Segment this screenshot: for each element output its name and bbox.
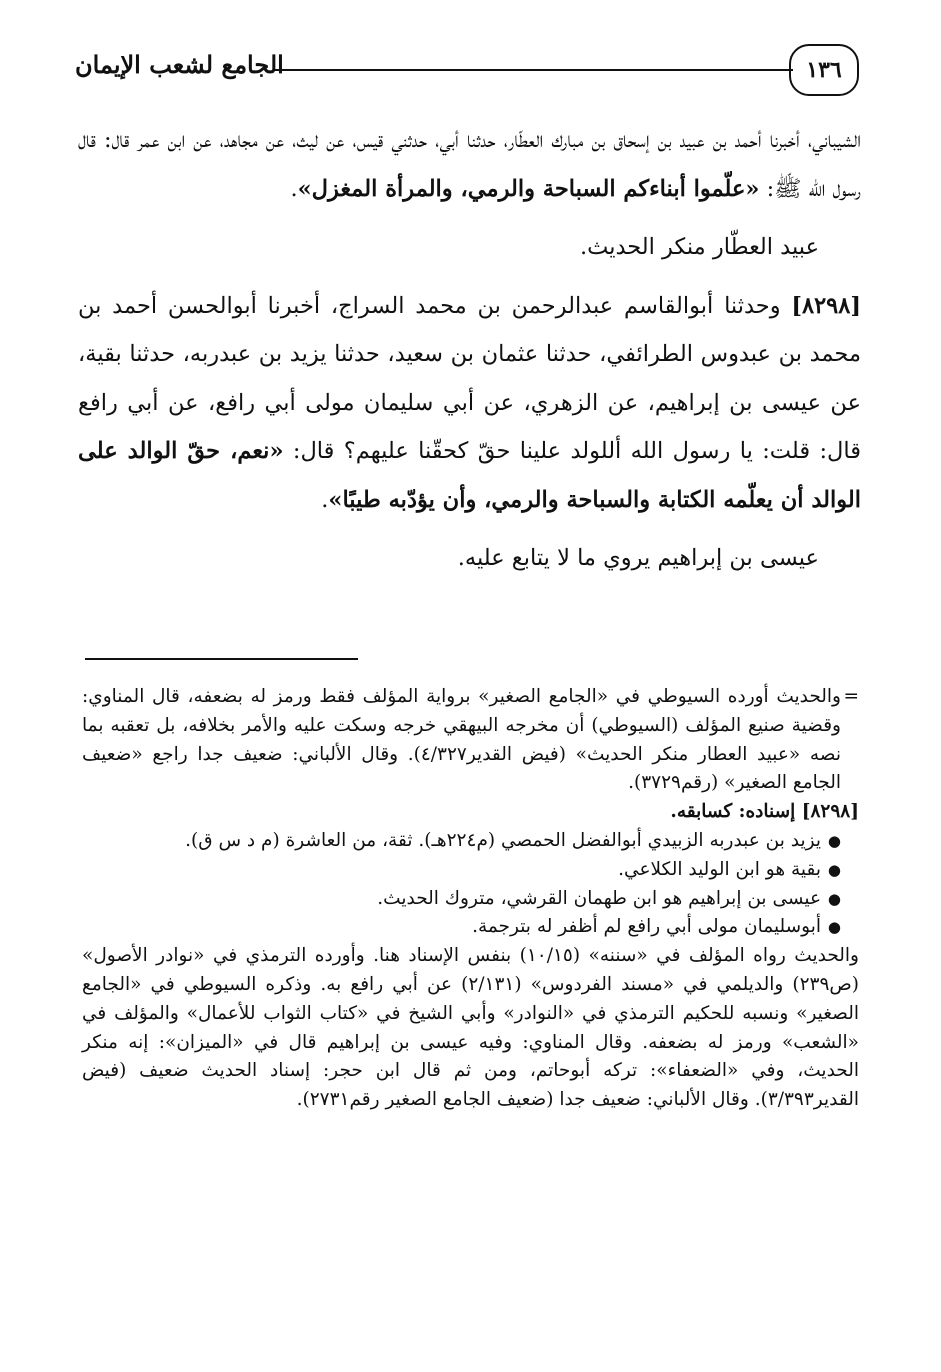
list-item-text: أبوسليمان مولى أبي رافع لم أظفر له بترجمة. — [472, 916, 821, 938]
header-rule — [273, 69, 793, 71]
main-text — [78, 116, 861, 583]
footnote-heading — [82, 798, 859, 827]
list-item — [82, 885, 841, 914]
list-item-text: يزيد بن عبدربه الزبيدي أبوالفضل الحمصي (م٢٢٤هـ). ثقة، من العاشرة (م د س ق). — [185, 829, 821, 851]
list-item-text: عيسى بن إبراهيم هو ابن طهمان القرشي، متروك الحديث. — [377, 887, 821, 909]
hadith-number: [٨٢٩٨] — [791, 292, 861, 319]
narrator-list — [82, 827, 859, 942]
book-title: الجامع لشعب الإيمان — [75, 50, 284, 79]
bullet-icon: ● — [827, 889, 841, 908]
footnote-continuation — [82, 683, 859, 798]
list-item — [82, 913, 841, 942]
period: . — [321, 486, 329, 513]
bullet-icon: ● — [827, 918, 841, 937]
continuation-mark: = — [843, 686, 859, 707]
footnote-final-paragraph: والحديث رواه المؤلف في «سننه» (١٠/١٥) بنفس الإسناد هنا. وأورده الترمذي في «نوادر الأصول» (ص٢٣٩) والديلمي في «مسند الفردوس» (٢/١٣١) عن أبي رافع به. وذكره السيوطي في «الجامع الصغير» ونسبه للحكيم الترمذي في «النوادر» وأبي الشيخ في «كتاب الثواب للأعمال» والمؤلف في «الشعب» ورمز له بضعفه. وقال المناوي: وفيه عيسى بن إبراهيم قال في «الميزان»: إنه منكر الحديث، وفي «الضعفاء»: تركه أبوحاتم، ومن ثم قال ابن حجر: إسناد الحديث ضعيف (فيض القدير٣/٣٩٣). وقال الألباني: ضعيف جدا (ضعيف الجامع الصغير رقم٢٧٣١). — [82, 945, 859, 1111]
footnotes — [82, 683, 859, 1115]
hadith-text: «علّموا أبناءكم السباحة والرمي، والمرأة المغزل» — [297, 175, 760, 202]
isnad-text: وحدثنا أبوالقاسم عبدالرحمن بن محمد السراج، أخبرنا أبوالحسن أحمد بن محمد بن عبدوس الطرائفي، حدثنا عثمان بن سعيد، حدثنا يزيد بن عبدربه، حدثنا بقية، عن عيسى بن إبراهيم، عن الزهري، عن أبي سليمان مولى أبي رافع، عن أبي رافع قال: قلت: يا رسول الله أللولد علينا حقّ كحقّنا عليهم؟ قال: — [78, 292, 861, 464]
footnote-number: [٨٢٩٨] — [801, 801, 859, 823]
list-item-text: بقية هو ابن الوليد الكلاعي. — [618, 858, 821, 880]
list-item — [82, 856, 841, 885]
bullet-icon: ● — [827, 860, 841, 879]
page-number: ١٣٦ — [789, 44, 859, 96]
paragraph-4: عيسى بن إبراهيم يروي ما لا يتابع عليه. — [457, 545, 819, 571]
footnote-separator — [85, 658, 358, 660]
paragraph-2: عبيد العطّار منكر الحديث. — [579, 234, 819, 260]
isnad-text: الشيباني، أخبرنا أحمد بن عبيد بن إسحاق بن مبارك العطّار، حدثنا أبي، حدثني قيس، عن ليث، عن مجاهد، عن ابن عمر قال: قال رسول الله ﷺ: — [78, 127, 861, 202]
footnote-label: إسناده: كسابقه. — [670, 801, 802, 823]
paragraph-3 — [78, 282, 861, 525]
running-header — [75, 40, 859, 100]
continuation-text: والحديث أورده السيوطي في «الجامع الصغير» برواية المؤلف فقط ورمز له بضعفه، قال المناوي: وقضية صنيع المؤلف (السيوطي) أن مخرجه البيهقي خرجه وسكت عليه والأمر بخلافه، بل تعقبه بما نصه «عبيد العطار منكر الحديث» (فيض القدير٤/٣٢٧). وقال الألباني: ضعيف جدا راجع «ضعيف الجامع الصغير» (رقم٣٧٢٩). — [82, 686, 841, 794]
period: . — [290, 175, 298, 202]
hadith-text: «نعم، حقّ الوالد على الوالد أن يعلّمه الكتابة والسباحة والرمي، وأن يؤدّبه طيبًا» — [78, 438, 861, 513]
paragraph-1 — [78, 116, 861, 213]
list-item — [82, 827, 841, 856]
bullet-icon: ● — [827, 831, 841, 850]
